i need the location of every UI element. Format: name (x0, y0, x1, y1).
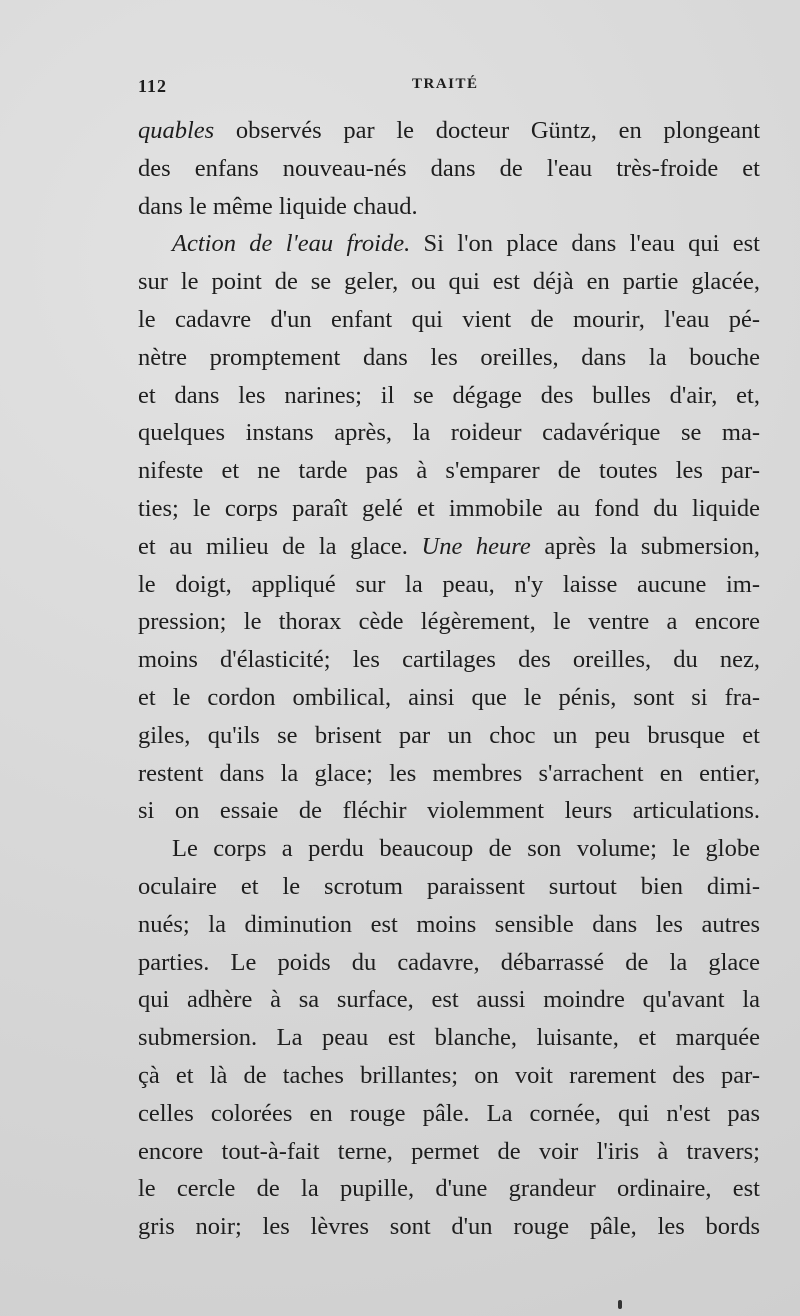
text-segment: parties. Le poids du cadavre, débarrassé de la glace (138, 948, 760, 976)
text-segment: Le corps a perdu beaucoup de son volume; le globe (172, 835, 760, 863)
text-line (138, 830, 760, 868)
page-number: 112 (138, 76, 168, 96)
text-segment: et au milieu de la glace. (138, 532, 422, 560)
text-line (138, 1208, 760, 1246)
text-segment: des enfans nouveau-nés dans de l'eau très-froide et (138, 154, 760, 182)
text-line (138, 755, 760, 793)
text-line (138, 944, 760, 982)
text-segment: nètre promptement dans les oreilles, dans la bouche (138, 343, 760, 371)
text-line (138, 301, 760, 339)
text-segment: celles colorées en rouge pâle. La cornée, qui n'est pas (138, 1099, 760, 1127)
italic-text: Action de l'eau froide. (172, 230, 411, 258)
text-line (138, 566, 760, 604)
text-line (138, 414, 760, 452)
running-head (138, 76, 758, 102)
text-line (138, 188, 760, 226)
italic-text: Une heure (421, 532, 531, 560)
text-segment: nifeste et ne tarde pas à s'emparer de toutes les par- (138, 457, 760, 485)
text-segment: qui adhère à sa surface, est aussi moindre qu'avant la (138, 986, 760, 1014)
text-line (138, 490, 760, 528)
ink-speck (618, 1300, 622, 1309)
text-segment: le cercle de la pupille, d'une grandeur ordinaire, est (138, 1175, 760, 1203)
text-line (138, 1019, 760, 1057)
text-line (138, 981, 760, 1019)
text-line (138, 792, 760, 830)
text-segment: dans le même liquide chaud. (138, 192, 418, 220)
text-line (138, 112, 760, 150)
text-line (138, 528, 760, 566)
text-line (138, 1095, 760, 1133)
text-line (138, 906, 760, 944)
text-segment: oculaire et le scrotum paraissent surtout bien dimi- (138, 872, 760, 900)
text-segment: submersion. La peau est blanche, luisante, et marquée (138, 1024, 760, 1052)
text-segment: çà et là de taches brillantes; on voit rarement des par- (138, 1061, 760, 1089)
text-line (138, 150, 760, 188)
body-text (138, 112, 760, 1246)
italic-text: quables (138, 117, 215, 144)
text-segment: gris noir; les lèvres sont d'un rouge pâle, les bords (138, 1213, 760, 1241)
text-line (138, 641, 760, 679)
text-line (138, 1133, 760, 1171)
text-line (138, 679, 760, 717)
text-line (138, 1170, 760, 1208)
running-title: TRAITÉ (412, 76, 479, 92)
text-line (138, 717, 760, 755)
text-segment: le doigt, appliqué sur la peau, n'y laisse aucune im- (138, 570, 760, 598)
text-line (138, 377, 760, 415)
text-segment: moins d'élasticité; les cartilages des oreilles, du nez, (138, 646, 760, 674)
text-segment: Si l'on place dans l'eau qui est (410, 230, 760, 258)
text-line (138, 339, 760, 377)
text-segment: sur le point de se geler, ou qui est déjà en partie glacée, (138, 268, 760, 296)
text-segment: observés par le docteur Güntz, en plongeant (214, 117, 760, 144)
text-line (138, 868, 760, 906)
text-segment: et dans les narines; il se dégage des bulles d'air, et, (138, 381, 760, 409)
text-line (138, 263, 760, 301)
text-segment: le cadavre d'un enfant qui vient de mourir, l'eau pé- (138, 305, 760, 333)
text-line (138, 1057, 760, 1095)
text-segment: et le cordon ombilical, ainsi que le pénis, sont si fra- (138, 683, 760, 711)
text-segment: encore tout-à-fait terne, permet de voir l'iris à travers; (138, 1137, 760, 1165)
text-segment: restent dans la glace; les membres s'arrachent en entier, (138, 759, 760, 787)
text-line (138, 603, 760, 641)
text-segment: pression; le thorax cède légèrement, le ventre a encore (138, 608, 760, 636)
text-segment: giles, qu'ils se brisent par un choc un peu brusque et (138, 721, 760, 749)
text-segment: si on essaie de fléchir violemment leurs articulations. (138, 797, 760, 825)
text-segment: ties; le corps paraît gelé et immobile au fond du liquide (138, 494, 760, 522)
text-line (138, 225, 760, 263)
text-segment: après la submersion, (530, 532, 760, 560)
text-segment: nués; la diminution est moins sensible dans les autres (138, 910, 760, 938)
text-segment: quelques instans après, la roideur cadavérique se ma- (138, 419, 760, 447)
text-line (138, 452, 760, 490)
